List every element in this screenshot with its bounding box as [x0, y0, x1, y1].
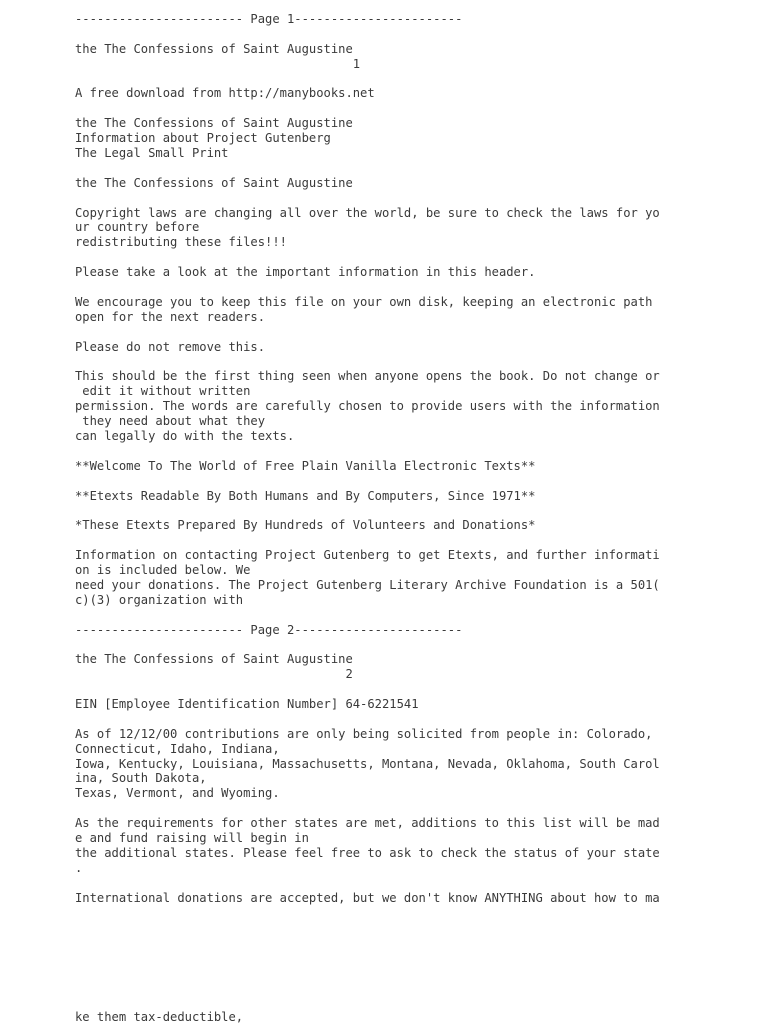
text-line: open for the next readers.	[75, 309, 266, 324]
document-page	[75, 12, 755, 1025]
running-header: the The Confessions of Saint Augustine	[75, 41, 353, 56]
text-block	[75, 116, 755, 161]
text-line: the additional states. Please feel free to ask to check the status of your state	[75, 845, 660, 860]
text-line: Copyright laws are changing all over the world, be sure to check the laws for yo	[75, 205, 660, 220]
text-line: The Legal Small Print	[75, 146, 229, 161]
page-separator: ----------------------- Page 1-----------------------	[75, 12, 463, 26]
text-block	[75, 489, 755, 504]
trailing-text-line: ke them tax-deductible,	[75, 1009, 244, 1024]
text-block	[75, 727, 755, 801]
text-line: Connecticut, Idaho, Indiana,	[75, 741, 280, 756]
text-line: International donations are accepted, but we don't know ANYTHING about how to ma	[75, 890, 660, 905]
text-line: **Welcome To The World of Free Plain Vanilla Electronic Texts**	[75, 458, 536, 473]
text-line: edit it without written	[75, 384, 251, 399]
text-line: c)(3) organization with	[75, 592, 244, 607]
text-line: EIN [Employee Identification Number] 64-6221541	[75, 696, 419, 711]
text-line: Texas, Vermont, and Wyoming.	[75, 786, 280, 801]
text-block	[75, 518, 755, 533]
text-line: Please take a look at the important information in this header.	[75, 265, 536, 280]
text-line: can legally do with the texts.	[75, 428, 295, 443]
text-block	[75, 816, 755, 876]
text-block	[75, 891, 755, 906]
text-line: permission. The words are carefully chosen to provide users with the information	[75, 399, 660, 414]
text-block	[75, 459, 755, 474]
page-separator: ----------------------- Page 2-----------------------	[75, 622, 463, 637]
running-header: the The Confessions of Saint Augustine	[75, 652, 353, 667]
text-line: As the requirements for other states are met, additions to this list will be mad	[75, 816, 660, 831]
text-line: e and fund raising will begin in	[75, 830, 309, 845]
text-line: Please do not remove this.	[75, 339, 266, 354]
page-number: 2	[75, 667, 353, 682]
text-line: We encourage you to keep this file on your own disk, keeping an electronic path	[75, 294, 653, 309]
text-line: A free download from http://manybooks.net	[75, 86, 375, 101]
text-block	[75, 652, 755, 682]
text-line: Iowa, Kentucky, Louisiana, Massachusetts, Montana, Nevada, Oklahoma, South Carol	[75, 756, 660, 771]
text-block	[75, 295, 755, 325]
text-block	[75, 265, 755, 280]
text-line: This should be the first thing seen when anyone opens the book. Do not change or	[75, 369, 660, 384]
text-line: need your donations. The Project Gutenberg Literary Archive Foundation is a 501(	[75, 577, 660, 592]
text-line: ur country before	[75, 220, 200, 235]
text-line: the The Confessions of Saint Augustine	[75, 116, 353, 131]
text-line: Information about Project Gutenberg	[75, 131, 331, 146]
text-block	[75, 340, 755, 355]
text-block	[75, 176, 755, 191]
text-line: they need about what they	[75, 414, 266, 429]
text-block	[75, 206, 755, 251]
text-block	[75, 42, 755, 72]
text-line: As of 12/12/00 contributions are only being solicited from people in: Colorado,	[75, 726, 653, 741]
text-block	[75, 86, 755, 101]
text-line: ina, South Dakota,	[75, 771, 207, 786]
text-line: .	[75, 860, 83, 875]
text-line: the The Confessions of Saint Augustine	[75, 175, 353, 190]
text-line: *These Etexts Prepared By Hundreds of Volunteers and Donations*	[75, 518, 536, 533]
text-line: Information on contacting Project Gutenberg to get Etexts, and further informati	[75, 548, 660, 563]
text-block	[75, 548, 755, 608]
text-line: **Etexts Readable By Both Humans and By Computers, Since 1971**	[75, 488, 536, 503]
text-block	[75, 697, 755, 712]
text-line: on is included below. We	[75, 562, 251, 577]
text-line: redistributing these files!!!	[75, 235, 287, 250]
text-block	[75, 369, 755, 443]
page-number: 1	[75, 56, 361, 71]
